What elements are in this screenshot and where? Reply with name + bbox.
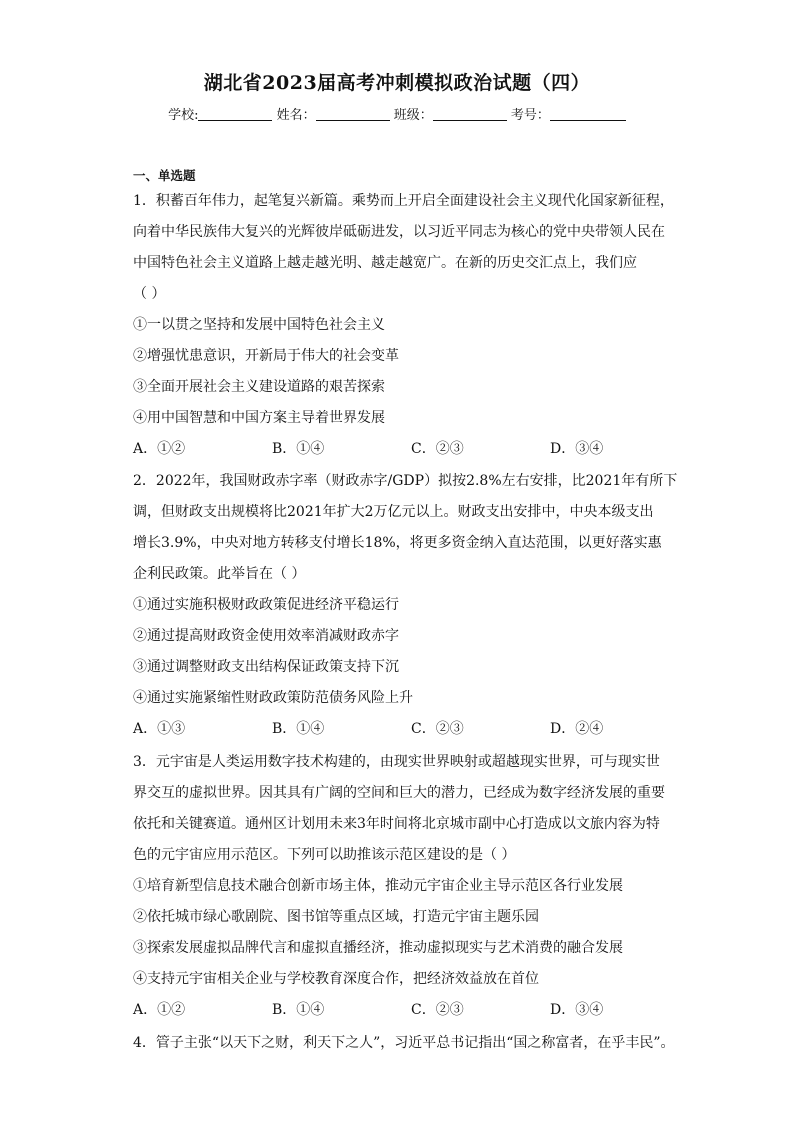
q3-stem-line: 界交互的虚拟世界。因其具有广阔的空间和巨大的潜力，已经成为数字经济发展的重要 (133, 785, 665, 801)
number-label: 考号： (510, 108, 550, 123)
q1-choice-c[interactable]: C．②③ (411, 441, 464, 457)
q1-choice-d[interactable]: D．③④ (550, 441, 604, 457)
q3-choice-b[interactable]: B．①④ (272, 1002, 325, 1018)
q3-stem-line: 依托和关键赛道。通州区计划用未来3年时间将北京城市副中心打造成以文旅内容为特 (133, 816, 660, 832)
q2-stem-line: 2．2022年，我国财政赤字率（财政赤字/GDP）拟按2.8%左右安排，比2021年有所下 (133, 473, 678, 489)
section-heading: 一、单选题 (133, 168, 196, 183)
q3-stem-line: 3．元宇宙是人类运用数字技术构建的，由现实世界映射或超越现实世界，可与现实世 (133, 754, 660, 770)
class-blank[interactable] (433, 106, 507, 121)
q2-choice-a[interactable]: A．①③ (133, 721, 186, 737)
number-blank[interactable] (550, 106, 626, 121)
q1-answer-bracket: （ ） (133, 286, 166, 302)
q1-stem-line: 1．积蓄百年伟力，起笔复兴新篇。乘势而上开启全面建设社会主义现代化国家新征程， (133, 193, 674, 209)
q1-choice-b[interactable]: B．①④ (272, 441, 325, 457)
class-label: 班级： (393, 108, 433, 123)
q1-choice-a[interactable]: A．①② (133, 441, 186, 457)
q3-choice-d[interactable]: D．③④ (550, 1002, 604, 1018)
q3-option: ③探索发展虚拟品牌代言和虚拟直播经济，推动虚拟现实与艺术消费的融合发展 (133, 940, 623, 956)
q3-stem-line: 色的元宇宙应用示范区。下列可以助推该示范区建设的是（ ） (133, 847, 516, 863)
q1-option: ③全面开展社会主义建设道路的艰苦探索 (133, 379, 385, 395)
q2-option: ②通过提高财政资金使用效率消减财政赤字 (133, 628, 399, 644)
school-label: 学校: (168, 108, 199, 123)
q3-option: ①培育新型信息技术融合创新市场主体，推动元宇宙企业主导示范区各行业发展 (133, 878, 623, 894)
q1-option: ①一以贯之坚持和发展中国特色社会主义 (133, 317, 385, 333)
q2-stem-line: 调，但财政支出规模将比2021年扩大2万亿元以上。财政支出安排中，中央本级支出 (133, 504, 654, 520)
q2-option: ③通过调整财政支出结构保证政策支持下沉 (133, 659, 399, 675)
q1-stem-line: 中国特色社会主义道路上越走越光明、越走越宽广。在新的历史交汇点上，我们应 (133, 255, 637, 271)
q3-option: ②依托城市绿心歌剧院、图书馆等重点区域，打造元宇宙主题乐园 (133, 909, 539, 925)
q1-option: ④用中国智慧和中国方案主导着世界发展 (133, 410, 385, 426)
q2-stem-line: 增长3.9%，中央对地方转移支付增长18%，将更多资金纳入直达范围，以更好落实惠 (133, 535, 662, 551)
q2-option: ④通过实施紧缩性财政政策防范债务风险上升 (133, 690, 413, 706)
q2-choice-b[interactable]: B．①④ (272, 721, 325, 737)
exam-title: 湖北省2023届高考冲刺模拟政治试题（四） (203, 72, 591, 94)
student-info-row (0, 104, 794, 123)
q2-option: ①通过实施积极财政政策促进经济平稳运行 (133, 597, 399, 613)
q3-choice-a[interactable]: A．①② (133, 1002, 186, 1018)
q1-stem-line: 向着中华民族伟大复兴的光辉彼岸砥砺进发，以习近平同志为核心的党中央带领人民在 (133, 224, 665, 240)
name-blank[interactable] (316, 106, 390, 121)
q2-choice-d[interactable]: D．②④ (550, 721, 604, 737)
q2-stem-line: 企利民政策。此举旨在（ ） (133, 566, 306, 582)
q1-option: ②增强忧患意识，开新局于伟大的社会变革 (133, 348, 399, 364)
name-label: 姓名： (276, 108, 316, 123)
q3-option: ④支持元宇宙相关企业与学校教育深度合作，把经济效益放在首位 (133, 971, 539, 987)
q2-choice-c[interactable]: C．②③ (411, 721, 464, 737)
q4-stem-line: 4．管子主张“以天下之财，利天下之人”，习近平总书记指出“国之称富者，在乎丰民”。 (133, 1035, 675, 1051)
school-blank[interactable] (198, 106, 272, 121)
q3-choice-c[interactable]: C．②③ (411, 1002, 464, 1018)
